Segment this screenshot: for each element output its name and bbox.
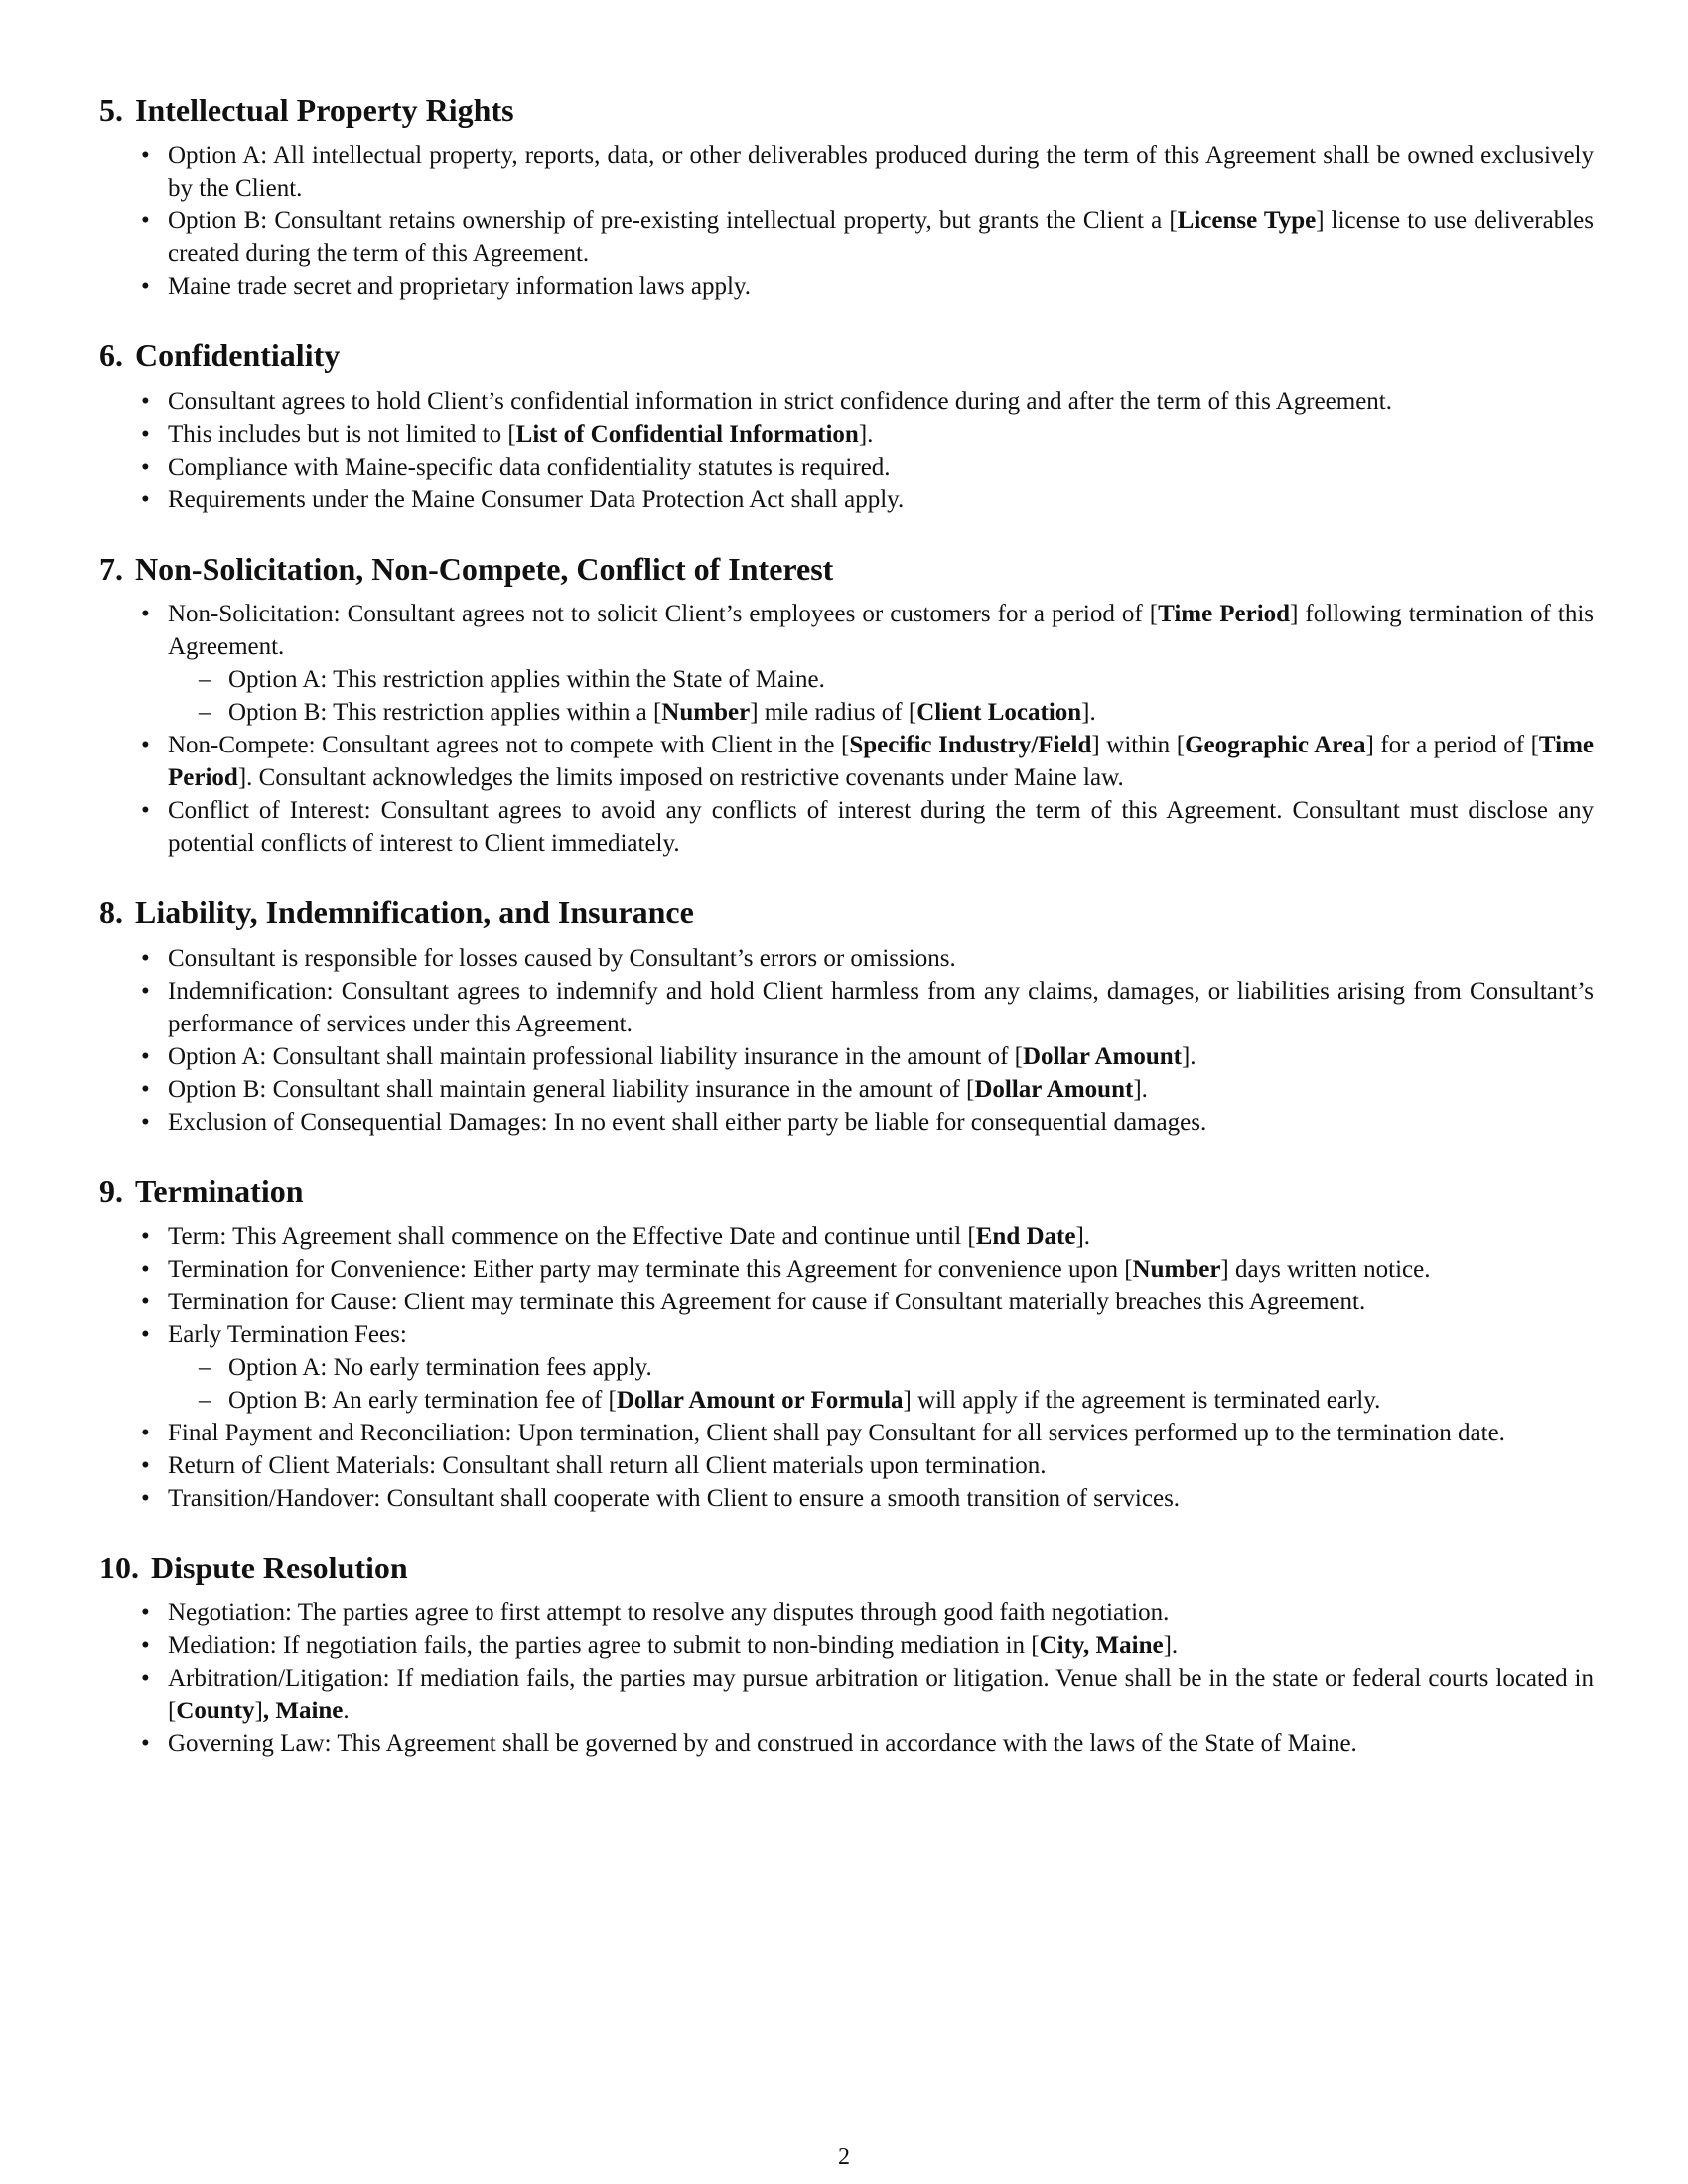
list-item (99, 1040, 1594, 1073)
section-heading (99, 337, 1594, 374)
text-run: ] license to use deliverables created during the term of this Agreement. (168, 207, 1594, 268)
text-run: Final Payment and Reconciliation: Upon termination, Client shall pay Consultant for all services performed up to the termination date. (168, 1419, 1505, 1446)
list-item (99, 729, 1594, 794)
list-item (99, 1220, 1594, 1253)
text-run: Non-Compete: Consultant agrees not to compete with Client in the [ (168, 732, 850, 759)
placeholder-field: List of Confidential Information (515, 420, 859, 448)
section-heading (99, 550, 1594, 588)
section-title: Non-Solicitation, Non-Compete, Conflict of Interest (135, 550, 834, 587)
text-run: Option B: Consultant shall maintain general liability insurance in the amount of [ (168, 1075, 975, 1103)
text-run: Indemnification: Consultant agrees to indemnify and hold Client harmless from any claims, damages, or liabilities arising from Consultant’s performance of services under this Agreement. (168, 977, 1594, 1037)
text-run: Non-Solicitation: Consultant agrees not to solicit Client’s employees or customers for a period of [ (168, 601, 1159, 628)
placeholder-field: Number (661, 699, 751, 727)
text-run: Option B: This restriction applies within a [ (228, 699, 662, 727)
placeholder-field: Time Period (1158, 601, 1291, 628)
list-item (99, 1286, 1594, 1318)
text-run: Return of Client Materials: Consultant shall return all Client materials upon termination. (168, 1451, 1047, 1479)
text-run: Option A: No early termination fees apply. (228, 1353, 652, 1381)
section-title: Dispute Resolution (151, 1549, 408, 1585)
section-6 (99, 337, 1594, 515)
text-run: ]. (1075, 1222, 1091, 1250)
bullet-list (99, 1596, 1594, 1760)
text-run: ] following termination of this Agreement. (168, 601, 1594, 661)
placeholder-field: Number (1132, 1255, 1221, 1283)
text-run: [ (1169, 207, 1178, 235)
text-run: Termination for Cause: Client may terminate this Agreement for cause if Consultant materially breaches this Agreement. (168, 1288, 1366, 1315)
text-run: ]. Consultant acknowledges the limits imposed on restrictive covenants under Maine law. (237, 764, 1124, 792)
list-item (99, 385, 1594, 418)
bullet-list (99, 598, 1594, 860)
section-10 (99, 1549, 1594, 1760)
text-run: ] within [ (1091, 732, 1186, 759)
list-item (99, 1662, 1594, 1727)
text-run: ] for a period of [ (1365, 732, 1539, 759)
text-run: Early Termination Fees: (168, 1320, 407, 1348)
section-heading (99, 91, 1594, 129)
section-number: 10. (99, 1549, 139, 1585)
text-run: ] mile radius of [ (750, 699, 917, 727)
placeholder-field: Dollar Amount or Formula (616, 1386, 904, 1414)
text-run: Maine trade secret and proprietary information laws apply. (168, 273, 752, 301)
list-item (99, 1596, 1594, 1629)
bullet-list (99, 942, 1594, 1139)
text-run: Option A: All intellectual property, reports, data, or other deliverables produced during the term of this Agreement shall be owned exclusively by the Client. (168, 142, 1594, 203)
list-item (99, 1727, 1594, 1760)
document-body (99, 91, 1594, 1794)
placeholder-field: Client Location (916, 699, 1082, 727)
text-run: This includes but is not limited to [ (168, 420, 516, 448)
list-item (99, 1106, 1594, 1139)
sub-list-item (168, 696, 1594, 729)
text-run: . (343, 1698, 350, 1725)
section-heading (99, 893, 1594, 931)
text-run: ]. (1181, 1042, 1196, 1070)
section-7 (99, 550, 1594, 860)
placeholder-field: Geographic Area (1185, 732, 1366, 759)
text-run: ]. (1163, 1632, 1179, 1660)
text-run: Consultant is responsible for losses caused by Consultant’s errors or omissions. (168, 944, 956, 972)
placeholder-field: County (176, 1698, 255, 1725)
section-title: Intellectual Property Rights (135, 92, 514, 128)
text-run: Option A: This restriction applies within the State of Maine. (228, 666, 825, 694)
text-run: Compliance with Maine-specific data confidentiality statutes is required. (168, 453, 891, 480)
section-number: 6. (99, 338, 123, 374)
section-heading (99, 1549, 1594, 1586)
text-run: Negotiation: The parties agree to first attempt to resolve any disputes through good faith negotiation. (168, 1599, 1170, 1627)
text-run: ] (254, 1698, 263, 1725)
text-run: Exclusion of Consequential Damages: In no event shall either party be liable for consequential damages. (168, 1108, 1207, 1136)
text-run: Term: This Agreement shall commence on the Effective Date and continue until [ (168, 1222, 976, 1250)
text-run: ]. (858, 420, 874, 448)
sub-list (168, 1351, 1594, 1417)
list-item (99, 451, 1594, 483)
section-number: 5. (99, 92, 123, 128)
list-item (99, 483, 1594, 516)
list-item (99, 794, 1594, 860)
list-item (99, 418, 1594, 451)
section-number: 9. (99, 1172, 123, 1209)
list-item (99, 1482, 1594, 1515)
text-run: Option A: Consultant shall maintain professional liability insurance in the amount of [ (168, 1042, 1023, 1070)
placeholder-field: License Type (1177, 207, 1317, 235)
text-run: Requirements under the Maine Consumer Data Protection Act shall apply. (168, 485, 905, 513)
placeholder-field: End Date (975, 1222, 1076, 1250)
list-item (99, 975, 1594, 1040)
text-run: Transition/Handover: Consultant shall cooperate with Client to ensure a smooth transition of services. (168, 1484, 1181, 1512)
text-run: Conflict of Interest: Consultant agrees to avoid any conflicts of interest during the term of this Agreement. Consultant must disclose any potential conflicts of interest to Client immediately. (168, 797, 1594, 858)
sub-list (168, 663, 1594, 729)
placeholder-field: Specific Industry/Field (849, 732, 1092, 759)
text-run: Option B: Consultant retains ownership of pre-existing intellectual property, but grants the Client a (168, 207, 1170, 235)
text-run: Option B: An early termination fee of [ (228, 1386, 617, 1414)
text-run: Termination for Convenience: Either party may terminate this Agreement for convenience upon [ (168, 1255, 1133, 1283)
list-item (99, 942, 1594, 975)
list-item (99, 1417, 1594, 1449)
section-5 (99, 91, 1594, 303)
section-title: Confidentiality (135, 338, 341, 374)
section-title: Liability, Indemnification, and Insurance (135, 894, 694, 931)
text-run: Arbitration/Litigation: If mediation fails, the parties may pursue arbitration or litigation. Venue shall be in the state or federal courts located in [ (168, 1665, 1594, 1725)
text-run: Governing Law: This Agreement shall be governed by and construed in accordance with the laws of the State of Maine. (168, 1730, 1357, 1758)
list-item (99, 1449, 1594, 1482)
section-number: 7. (99, 550, 123, 587)
placeholder-field: Dollar Amount (1022, 1042, 1182, 1070)
list-item (99, 598, 1594, 729)
list-item (99, 1073, 1594, 1106)
list-item (99, 270, 1594, 303)
section-9 (99, 1172, 1594, 1515)
list-item (99, 205, 1594, 270)
placeholder-field: Dollar Amount (974, 1075, 1134, 1103)
text-run: Mediation: If negotiation fails, the parties agree to submit to non-binding mediation in [ (168, 1632, 1040, 1660)
list-item (99, 1629, 1594, 1662)
text-run: ]. (1133, 1075, 1148, 1103)
section-8 (99, 893, 1594, 1138)
text-run: ] will apply if the agreement is terminated early. (903, 1386, 1381, 1414)
page-number: 2 (838, 2144, 850, 2170)
bullet-list (99, 1220, 1594, 1515)
text-run: ] days written notice. (1220, 1255, 1431, 1283)
list-item (99, 1253, 1594, 1286)
sub-list-item (168, 1351, 1594, 1384)
section-heading (99, 1172, 1594, 1210)
bullet-list (99, 139, 1594, 303)
bullet-list (99, 385, 1594, 516)
text-run: ]. (1081, 699, 1096, 727)
text-run: Consultant agrees to hold Client’s confidential information in strict confidence during and after the term of this Agreement. (168, 387, 1393, 415)
sub-list-item (168, 1384, 1594, 1417)
placeholder-field: City, Maine (1039, 1632, 1164, 1660)
placeholder-field: , Maine (262, 1698, 344, 1725)
list-item (99, 1318, 1594, 1417)
list-item (99, 139, 1594, 205)
sub-list-item (168, 663, 1594, 696)
section-number: 8. (99, 894, 123, 931)
section-title: Termination (135, 1172, 304, 1209)
placeholder-field: Time Period (168, 732, 1595, 792)
